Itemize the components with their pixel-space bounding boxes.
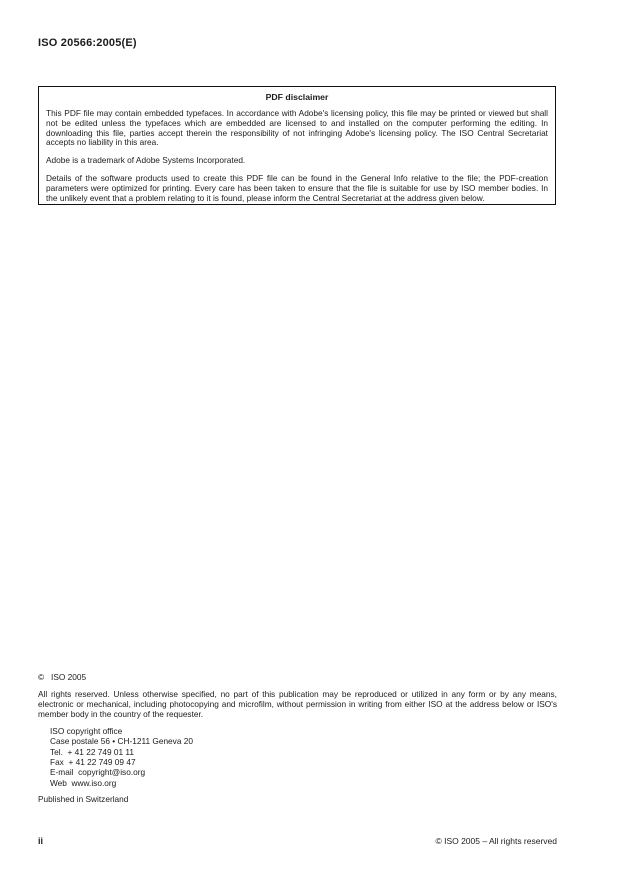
pdf-disclaimer-box	[38, 86, 556, 205]
copyright-notice-line: © ISO 2005	[38, 672, 87, 682]
iso-address-block	[50, 726, 557, 788]
document-id-header: ISO 20566:2005(E)	[38, 37, 137, 49]
address-line-office: ISO copyright office	[50, 725, 123, 736]
published-in-text: Published in Switzerland	[38, 794, 129, 805]
copyright-section	[38, 672, 557, 804]
address-line-postal: Case postale 56 • CH-1211 Geneva 20	[50, 736, 193, 747]
address-line-email: E-mail copyright@iso.org	[50, 767, 146, 778]
address-line-tel: Tel. + 41 22 749 01 11	[50, 746, 135, 757]
disclaimer-paragraph: Adobe is a trademark of Adobe Systems Incorporated.	[46, 155, 246, 166]
address-line-fax: Fax + 41 22 749 09 47	[50, 756, 136, 767]
footer-copyright: © ISO 2005 – All rights reserved	[435, 836, 557, 846]
disclaimer-paragraph: This PDF file may contain embedded typefaces. In accordance with Adobe's licensing policy, this file may be printed or viewed but shall not be edited unless the typefaces which are embedded are licensed to and installed on the computer performing the editing. In downloading this file, parties accept therein the responsibility of not infringing Adobe's licensing policy. The ISO Central Secretariat accepts no liability in this area.	[46, 108, 548, 148]
page-number: ii	[38, 836, 44, 846]
disclaimer-paragraph: Details of the software products used to create this PDF file can be found in the General Info relative to the file; the PDF-creation parameters were optimized for printing. Every care has been taken to ensure that the file is suitable for use by ISO member bodies. In the unlikely event that a problem relating to it is found, please inform the Central Secretariat at the address given below.	[46, 172, 548, 203]
address-line-web: Web www.iso.org	[50, 777, 117, 788]
page-footer	[38, 836, 557, 846]
rights-reserved-text: All rights reserved. Unless otherwise specified, no part of this publication may be reproduced or utilized in any form or by any means, electronic or mechanical, including photocopying and microfilm, without permission in writing from either ISO at the address below or ISO's member body in the country of the requester.	[38, 689, 557, 719]
disclaimer-title: PDF disclaimer	[265, 92, 329, 102]
